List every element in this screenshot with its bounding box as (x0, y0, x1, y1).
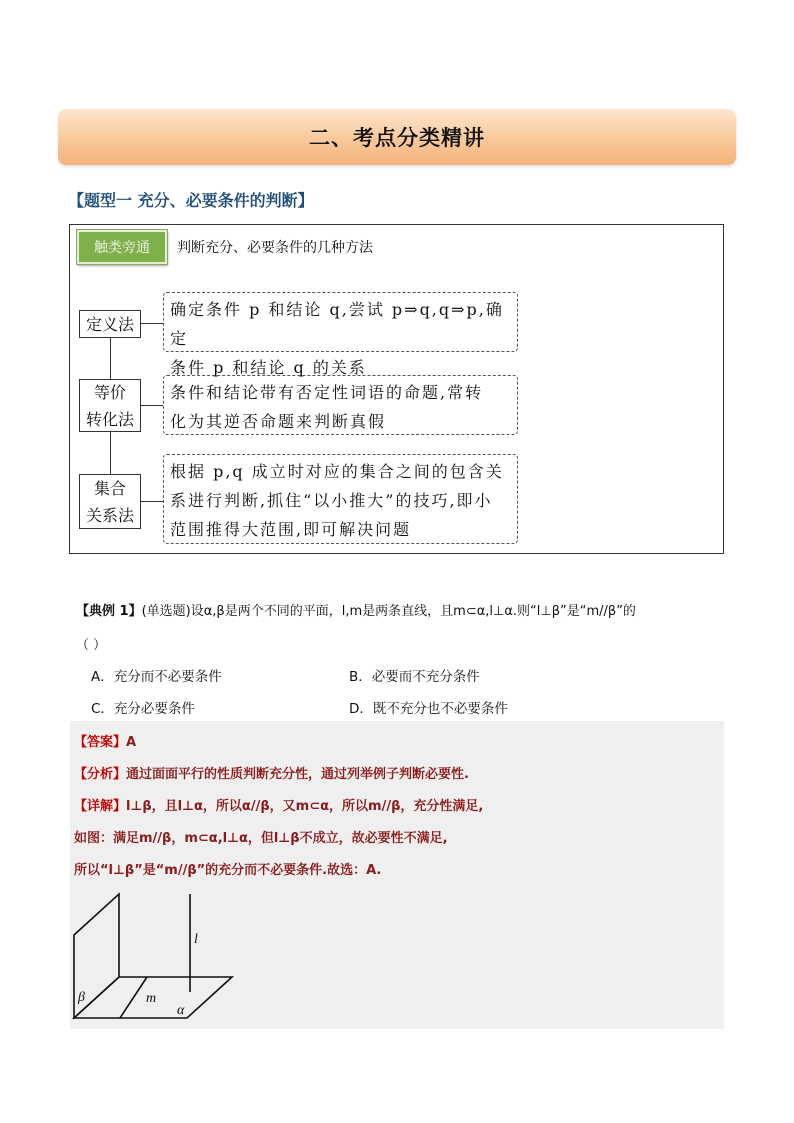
method-label-equivalence (79, 379, 141, 432)
detail-line-3: 所以“l⊥β”是“m//β”的充分而不必要条件.故选：A. (74, 863, 382, 878)
method-desc-line: 条件和结论带有否定性词语的命题,常转 (170, 383, 484, 402)
option-a: A．充分而不必要条件 (91, 669, 222, 685)
method-label-set (79, 474, 141, 529)
answer-value: A (126, 735, 137, 750)
method-desc-equivalence (163, 375, 518, 435)
analysis-text: 通过面面平行的性质判断充分性，通过列举例子判断必要性. (126, 767, 469, 782)
method-label-definition (79, 310, 141, 338)
methods-title: 判断充分、必要条件的几种方法 (177, 240, 373, 256)
option-b: B．必要而不充分条件 (349, 669, 480, 685)
method-desc-line: 条件 p 和结论 q 的关系 (170, 358, 367, 377)
analysis-line (74, 763, 469, 782)
label-alpha: α (177, 1003, 185, 1018)
section-banner (58, 109, 736, 165)
detail-line-1 (74, 795, 483, 814)
line-m (120, 977, 147, 1018)
method-label-text: 定义法 (85, 314, 134, 334)
method-desc-definition (163, 292, 518, 377)
example-stem-line (76, 600, 636, 619)
method-desc-line: 范围推得大范围,即可解决问题 (170, 520, 412, 539)
answer-line (74, 731, 136, 750)
plane-figure (70, 888, 250, 1028)
answer-blank: （ ） (76, 638, 107, 653)
method-desc-line: 确定条件 p 和结论 q,尝试 p⇒q,q⇒p,确定 (170, 300, 504, 348)
method-label-text: 转化法 (85, 409, 134, 429)
label-l: l (194, 932, 198, 947)
tree-connector (141, 501, 163, 502)
answer-tag: 【答案】 (74, 735, 127, 750)
analysis-tag: 【分析】 (74, 767, 127, 782)
example-stem: 设α,β是两个不同的平面，l,m是两条直线，且m⊂α,l⊥α.则“l⊥β”是“m//β”的 (190, 604, 636, 619)
tree-connector (110, 432, 111, 474)
detail-text: l⊥β，且l⊥α，所以α//β，又m⊂α，所以m//β，充分性满足, (126, 799, 484, 814)
example-label: 【典例 1】 (76, 604, 142, 619)
detail-line-2: 如图：满足m//β，m⊂α,l⊥α，但l⊥β不成立，故必要性不满足, (74, 831, 448, 846)
tip-tag: 触类旁通 (77, 230, 167, 264)
label-beta: β (78, 990, 85, 1005)
banner-title: 二、考点分类精讲 (309, 126, 485, 150)
method-label-text: 关系法 (85, 505, 134, 525)
tree-connector (141, 405, 163, 406)
method-desc-line: 化为其逆否命题来判断真假 (170, 412, 387, 431)
method-desc-line: 根据 p,q 成立时对应的集合之间的包含关 (170, 462, 504, 481)
detail-tag: 【详解】 (74, 799, 127, 814)
question-type-heading: 【题型一 充分、必要条件的判断】 (68, 191, 314, 210)
method-desc-set (163, 454, 518, 544)
method-desc-line: 系进行判断,抓住“以小推大”的技巧,即小 (170, 491, 493, 510)
option-d: D．既不充分也不必要条件 (349, 701, 508, 717)
label-m: m (146, 991, 157, 1006)
method-label-text: 等价 (93, 382, 126, 402)
tree-connector (141, 323, 163, 324)
method-label-text: 集合 (93, 478, 126, 498)
example-type: (单选题) (141, 604, 191, 619)
tree-connector (110, 338, 111, 379)
option-c: C．充分必要条件 (91, 701, 195, 717)
